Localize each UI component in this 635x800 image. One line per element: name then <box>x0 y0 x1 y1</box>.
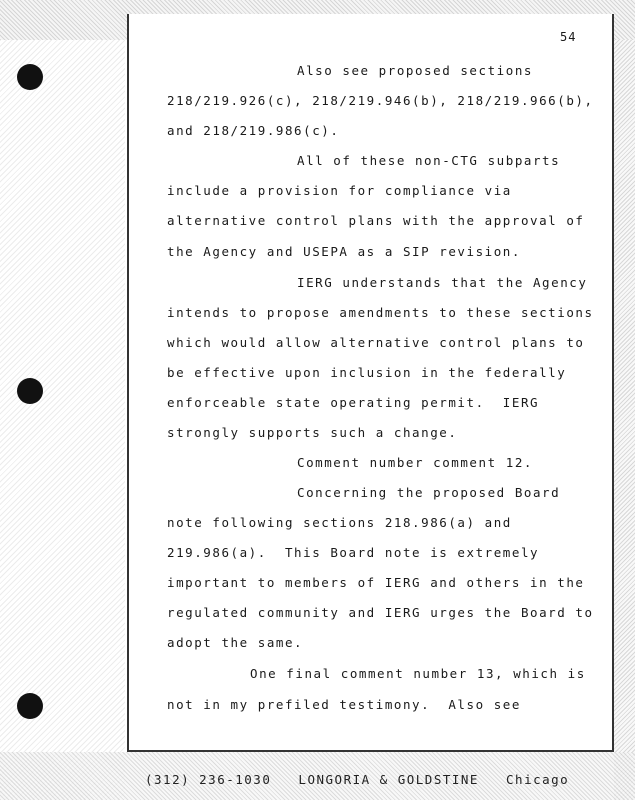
binder-hole-bottom <box>17 693 43 719</box>
binder-hole-top <box>17 64 43 90</box>
transcript-line: Comment number comment 12. <box>297 455 533 470</box>
binder-hole-middle <box>17 378 43 404</box>
transcript-line: 218/219.926(c), 218/219.946(b), 218/219.966(b), <box>167 93 594 108</box>
transcript-line: not in my prefiled testimony. Also see <box>167 697 521 712</box>
transcript-line: IERG understands that the Agency <box>297 275 588 290</box>
transcript-line: alternative control plans with the approval of <box>167 213 585 228</box>
scan-noise-right <box>614 40 635 800</box>
transcript-line: One final comment number 13, which is <box>250 666 586 681</box>
transcript-line: Also see proposed sections <box>297 63 533 78</box>
transcript-line: All of these non-CTG subparts <box>297 153 561 168</box>
transcript-line: enforceable state operating permit. IERG <box>167 395 540 410</box>
transcript-line: be effective upon inclusion in the federally <box>167 365 567 380</box>
reporter-footer: (312) 236-1030 LONGORIA & GOLDSTINE Chicago <box>145 772 570 787</box>
transcript-line: which would allow alternative control plans to <box>167 335 585 350</box>
transcript-line: regulated community and IERG urges the Board to <box>167 605 594 620</box>
transcript-line: adopt the same. <box>167 635 304 650</box>
transcript-line: and 218/219.986(c). <box>167 123 340 138</box>
transcript-line: strongly supports such a change. <box>167 425 458 440</box>
transcript-line: Concerning the proposed Board <box>297 485 561 500</box>
transcript-line: note following sections 218.986(a) and <box>167 515 512 530</box>
transcript-line: 219.986(a). This Board note is extremely <box>167 545 540 560</box>
transcript-line: include a provision for compliance via <box>167 183 512 198</box>
scan-noise-left <box>0 40 125 800</box>
transcript-line: intends to propose amendments to these sections <box>167 305 594 320</box>
transcript-line: the Agency and USEPA as a SIP revision. <box>167 244 521 259</box>
page-number: 54 <box>560 30 577 44</box>
transcript-line: important to members of IERG and others in the <box>167 575 585 590</box>
